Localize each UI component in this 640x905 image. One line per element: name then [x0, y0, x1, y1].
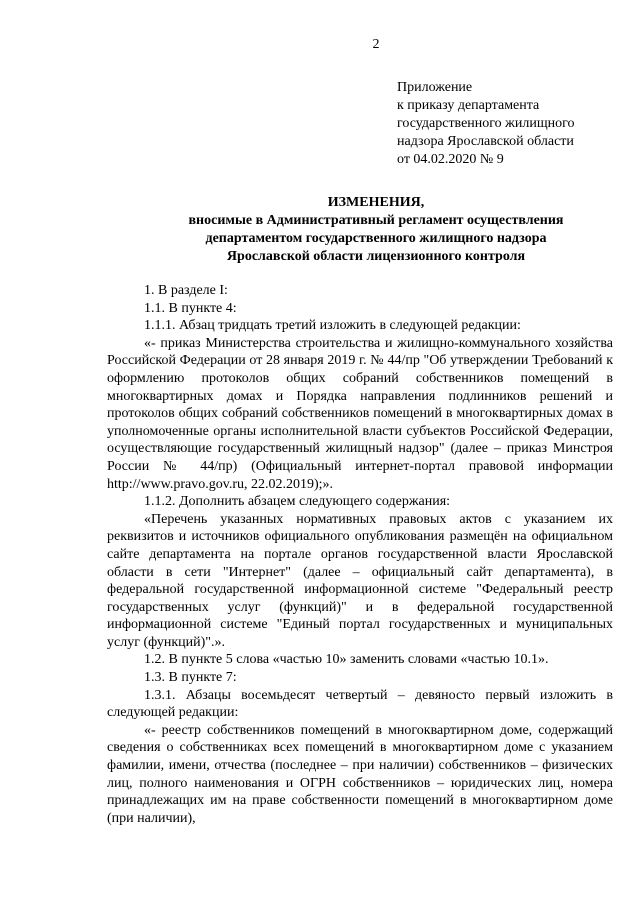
paragraph: 1.1. В пункте 4: — [144, 300, 237, 316]
document-title — [0, 194, 640, 266]
title-heading: ИЗМЕНЕНИЯ, — [327, 195, 425, 210]
paragraph: 1.3. В пункте 7: — [144, 670, 237, 686]
paragraph: «- реестр собственников помещений в многоквартирном доме, содержащий сведения о собственниках всех помещений в многоквартирном доме с указанием фамилии, имени, отчества (последнее – при наличии) собственников – физических лиц, полного наименования и ОГРН собственников – юридических лиц, номера принадлежащих им на праве собственности помещений в многоквартирном доме (при наличии), — [107, 722, 613, 826]
title-line: вносимые в Административный регламент осуществления — [188, 213, 564, 228]
appendix-line: надзора Ярославской области — [397, 134, 574, 149]
page-number: 2 — [372, 37, 380, 52]
document-body — [107, 282, 613, 827]
appendix-line: от 04.02.2020 № 9 — [397, 152, 504, 167]
title-line: департаментом государственного жилищного надзора — [205, 231, 547, 246]
appendix-block — [397, 79, 575, 169]
paragraph: 1.1.1. Абзац тридцать третий изложить в следующей редакции: — [144, 318, 521, 334]
paragraph: «- приказ Министерства строительства и жилищно-коммунального хозяйства Российской Федерации от 28 января 2019 г. № 44/пр "Об утверждении Требований к оформлению протоколов общих собраний собственников помещений в многоквартирных домах и Порядка направления подлинников решений и протоколов общих собраний собственников помещений в многоквартирных домах в уполномоченные органы исполнительной власти субъектов Российской Федерации, осуществляющие государственный жилищный надзор" (далее – приказ Минстроя России № 44/пр) (Официальный интернет-портал правовой информации http://www.pravo.gov.ru, 22.02.2019);». — [107, 335, 613, 492]
appendix-line: к приказу департамента — [397, 98, 540, 113]
paragraph: «Перечень указанных нормативных правовых актов с указанием их реквизитов и источников официального опубликования размещён на официальном сайте департамента на портале органов государственной власти Ярославской области в сети "Интернет" (далее – официальный сайт департамента), в федеральной государственной информационной системе "Федеральный реестр государственных услуг (функций)" и в федеральной государственной информационной системе "Единый портал государственных и муниципальных услуг (функций)".». — [107, 511, 613, 650]
paragraph: 1.2. В пункте 5 слова «частью 10» заменить словами «частью 10.1». — [144, 652, 549, 668]
paragraph: 1. В разделе I: — [144, 283, 228, 298]
paragraph: 1.3.1. Абзацы восемьдесят четвертый – девяносто первый изложить в следующей редакции: — [107, 687, 613, 721]
appendix-line: государственного жилищного — [397, 116, 575, 131]
appendix-line: Приложение — [397, 80, 473, 95]
paragraph: 1.1.2. Дополнить абзацем следующего содержания: — [144, 494, 451, 510]
title-line: Ярославской области лицензионного контроля — [226, 249, 526, 264]
